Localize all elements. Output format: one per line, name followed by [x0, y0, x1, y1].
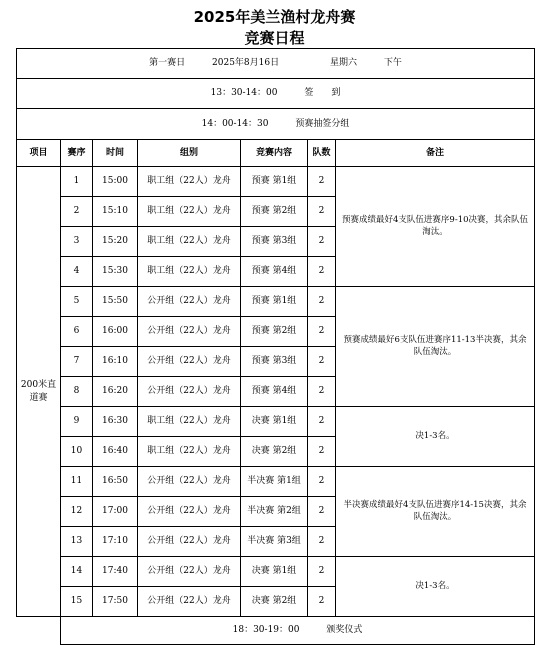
teams-cell: 2: [308, 257, 336, 287]
content-cell: 预赛 第4组: [241, 257, 308, 287]
header-row: [17, 140, 535, 167]
draw-time: 14：00-14：30: [201, 118, 269, 129]
ceremony-label: 颁奖仪式: [326, 625, 363, 636]
content-cell: 决赛 第2组: [241, 587, 308, 617]
teams-cell: 2: [308, 227, 336, 257]
time-cell: 17:50: [93, 587, 138, 617]
remark-cell-4: 半决赛成绩最好4支队伍进赛序14-15决赛，其余队伍淘汰。: [336, 467, 535, 557]
time-cell: 15:10: [93, 197, 138, 227]
group-cell: 公开组（22人）龙舟: [138, 497, 241, 527]
group-cell: 职工组（22人）龙舟: [138, 197, 241, 227]
group-cell: 公开组（22人）龙舟: [138, 527, 241, 557]
group-cell: 公开组（22人）龙舟: [138, 317, 241, 347]
time-cell: 17:10: [93, 527, 138, 557]
teams-cell: 2: [308, 437, 336, 467]
order-cell: 8: [61, 377, 93, 407]
time-cell: 17:00: [93, 497, 138, 527]
ceremony-cell: [61, 617, 535, 645]
table-row: [17, 467, 535, 497]
day-info-cell: [17, 49, 535, 79]
document-subtitle: 竞赛日程: [244, 29, 305, 47]
content-cell: 决赛 第1组: [241, 407, 308, 437]
group-cell: 职工组（22人）龙舟: [138, 257, 241, 287]
table-row: [17, 287, 535, 317]
group-cell: 公开组（22人）龙舟: [138, 557, 241, 587]
table-row: [17, 167, 535, 197]
content-cell: 决赛 第1组: [241, 557, 308, 587]
teams-cell: 2: [308, 317, 336, 347]
group-cell: 职工组（22人）龙舟: [138, 407, 241, 437]
content-cell: 预赛 第2组: [241, 197, 308, 227]
content-cell: 半决赛 第3组: [241, 527, 308, 557]
project-cell: 200米直道赛: [17, 167, 61, 617]
content-cell: 决赛 第2组: [241, 437, 308, 467]
time-cell: 16:10: [93, 347, 138, 377]
teams-cell: 2: [308, 557, 336, 587]
time-cell: 15:30: [93, 257, 138, 287]
document-title: 2025年美兰渔村龙舟赛: [193, 8, 356, 26]
teams-cell: 2: [308, 167, 336, 197]
table-row: [17, 557, 535, 587]
remark-cell-2: 预赛成绩最好6支队伍进赛序11-13半决赛，其余队伍淘汰。: [336, 287, 535, 407]
group-cell: 公开组（22人）龙舟: [138, 587, 241, 617]
header-group: 组别: [138, 140, 241, 167]
order-cell: 1: [61, 167, 93, 197]
teams-cell: 2: [308, 407, 336, 437]
order-cell: 3: [61, 227, 93, 257]
order-cell: 2: [61, 197, 93, 227]
order-cell: 10: [61, 437, 93, 467]
teams-cell: 2: [308, 497, 336, 527]
content-cell: 预赛 第1组: [241, 167, 308, 197]
checkin-cell: [17, 79, 535, 109]
teams-cell: 2: [308, 467, 336, 497]
content-cell: 预赛 第4组: [241, 377, 308, 407]
teams-cell: 2: [308, 287, 336, 317]
time-cell: 15:50: [93, 287, 138, 317]
header-remark: 备注: [336, 140, 535, 167]
checkin-label: 签 到: [304, 88, 341, 99]
period-label: 下午: [383, 58, 402, 69]
content-cell: 预赛 第3组: [241, 227, 308, 257]
checkin-time: 13：30-14：00: [210, 88, 278, 99]
ceremony-spacer: [17, 617, 61, 645]
teams-cell: 2: [308, 527, 336, 557]
order-cell: 11: [61, 467, 93, 497]
remark-cell-5: 决1-3名。: [336, 557, 535, 617]
group-cell: 职工组（22人）龙舟: [138, 227, 241, 257]
table-row: [17, 407, 535, 437]
day-info-row: [17, 49, 535, 79]
time-cell: 16:00: [93, 317, 138, 347]
schedule-table: [16, 48, 535, 645]
time-cell: 16:20: [93, 377, 138, 407]
order-cell: 5: [61, 287, 93, 317]
ceremony-time: 18：30-19：00: [232, 625, 300, 636]
time-cell: 16:50: [93, 467, 138, 497]
group-cell: 公开组（22人）龙舟: [138, 377, 241, 407]
order-cell: 14: [61, 557, 93, 587]
time-cell: 15:00: [93, 167, 138, 197]
teams-cell: 2: [308, 377, 336, 407]
day-label: 第一赛日: [149, 58, 186, 69]
checkin-row: [17, 79, 535, 109]
order-cell: 7: [61, 347, 93, 377]
header-project: 项目: [17, 140, 61, 167]
teams-cell: 2: [308, 587, 336, 617]
time-cell: 16:40: [93, 437, 138, 467]
content-cell: 预赛 第3组: [241, 347, 308, 377]
header-content: 竞赛内容: [241, 140, 308, 167]
draw-row: [17, 109, 535, 140]
draw-label: 预赛抽签分组: [295, 118, 350, 129]
group-cell: 公开组（22人）龙舟: [138, 467, 241, 497]
group-cell: 公开组（22人）龙舟: [138, 287, 241, 317]
content-cell: 半决赛 第2组: [241, 497, 308, 527]
group-cell: 职工组（22人）龙舟: [138, 437, 241, 467]
ceremony-row: [17, 617, 535, 645]
remark-cell-1: 预赛成绩最好4支队伍进赛序9-10决赛，其余队伍淘汰。: [336, 167, 535, 287]
group-cell: 职工组（22人）龙舟: [138, 167, 241, 197]
order-cell: 4: [61, 257, 93, 287]
order-cell: 6: [61, 317, 93, 347]
order-cell: 13: [61, 527, 93, 557]
remark-cell-3: 决1-3名。: [336, 407, 535, 467]
time-cell: 15:20: [93, 227, 138, 257]
order-cell: 15: [61, 587, 93, 617]
teams-cell: 2: [308, 347, 336, 377]
weekday-label: 星期六: [329, 58, 357, 69]
group-cell: 公开组（22人）龙舟: [138, 347, 241, 377]
date-label: 2025年8月16日: [212, 58, 280, 69]
time-cell: 16:30: [93, 407, 138, 437]
teams-cell: 2: [308, 197, 336, 227]
header-teams: 队数: [308, 140, 336, 167]
order-cell: 9: [61, 407, 93, 437]
header-order: 赛序: [61, 140, 93, 167]
order-cell: 12: [61, 497, 93, 527]
time-cell: 17:40: [93, 557, 138, 587]
draw-cell: [17, 109, 535, 140]
content-cell: 预赛 第2组: [241, 317, 308, 347]
header-time: 时间: [93, 140, 138, 167]
content-cell: 半决赛 第1组: [241, 467, 308, 497]
content-cell: 预赛 第1组: [241, 287, 308, 317]
